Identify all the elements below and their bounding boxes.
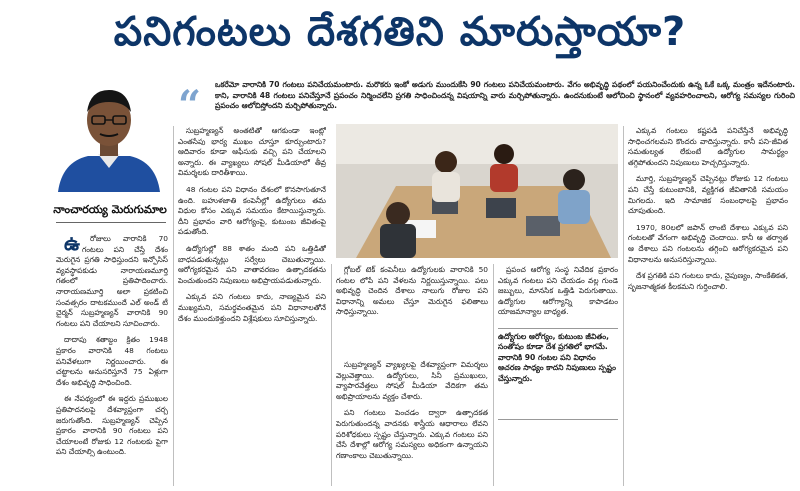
author-name: నాంచారయ్య మెరుగుమాల — [53, 203, 167, 216]
article-photo — [336, 124, 618, 258]
paragraph: ఎక్కువ పని గంటలు కాదు, నాణ్యమైన పని ముఖ్యమని, సమర్థవంతమైన పని విధానాలతోనే దేశం ముందుకెళ్తుందని విశ్లేషకులు సూచిస్తున్నారు. — [178, 292, 326, 323]
paragraph: మూర్తి, సుబ్రహ్మణ్యన్ చెప్పినట్లు రోజుకు 12 గంటలు పని చేస్తే కుటుంబానికి, వ్యక్తిగత జీవితానికి సమయం మిగలదు. ఇది సామాజిక సంబంధాలపై ప్రభావం చూపుతుంది. — [628, 174, 788, 216]
quote-icon: “ — [178, 82, 202, 129]
column-3-bottom — [336, 360, 488, 489]
column-divider — [173, 126, 174, 486]
dropcap: ఉ — [64, 234, 80, 255]
intro-text: ఒకరేమో వారానికి 70 గంటలు పనిచేయమంటారు. మరొకరు ఇంకో అడుగు ముందుకేసి 90 గంటలు పనిచేయమంటారు. వేగం అభివృద్ధి పథంలో పయనించేందుకు ఉన్న ఓకే ఒక్క మంత్రం ఇదేనంటారు. కాని, వారానికి 48 గంటలు పనిచేస్తూనే ప్రపంచం నిర్మించలేని ప్రగతి సాధించిందన్న విషయాన్ని వారు మర్చిపోతున్నారు. ఉందనుకుంటే ఆలోచించి స్థానంలో వ్యవహరించాలని, ఆరోగ్య సమస్యల గురించి ప్రపంచం ఆలోచిస్తోందని మర్చిపోతున్నారు. — [215, 80, 795, 110]
paragraph: దాదాపు శతాబ్దం క్రితం 1948 ప్రకారం వారానికి 48 గంటలు పనివేళలుగా నిర్ణయించారు. ఈ చట్టాలను అనుసరిస్తూనే 75 ఏళ్లుగా దేశం అభివృద్ధి సాధించింది. — [56, 335, 168, 387]
column-1 — [56, 234, 168, 489]
paragraph: దేశ ప్రగతికి పని గంటలు కాదు, నైపుణ్యం, సాంకేతికత, సృజనాత్మకత కీలకమని గుర్తించాలి. — [628, 271, 788, 291]
column-4 — [498, 265, 618, 325]
column-divider — [623, 126, 624, 486]
office-meeting-photo-icon — [336, 124, 618, 258]
paragraph: 1970, 80లలో జపాన్ లాంటి దేశాలు ఎక్కువ పని గంటలతో వేగంగా అభివృద్ధి చెందాయి. కానీ ఆ తర్వాత ఆ దేశాలు పని గంటలను తగ్గించి ఆరోగ్యకరమైన పని విధానాలను అనుసరిస్తున్నాయి. — [628, 222, 788, 264]
paragraph: సుబ్రహ్మణ్యన్ అంతటితో ఆగకుండా ఇంట్లో ఎంతసేపు భార్య ముఖం చూస్తూ కూర్చుంటారు? ఆదివారం కూడా ఆఫీసుకు వచ్చి పని చేయాలని అన్నారు. ఈ వ్యాఖ్యలు సోషల్ మీడియాలో తీవ్ర విమర్శలకు దారితీశాయి. — [178, 126, 326, 178]
headline: పనిగంటలు దేశగతిని మారుస్తాయా? — [113, 9, 687, 55]
author-portrait-icon — [48, 78, 170, 192]
column-3-top — [336, 265, 488, 360]
column-divider — [331, 264, 332, 486]
byline-divider — [56, 222, 166, 223]
column-divider — [493, 264, 494, 486]
paragraph: ప్రపంచ ఆరోగ్య సంస్థ నివేదిక ప్రకారం ఎక్కువ గంటలు పని చేయడం వల్ల గుండె జబ్బులు, మానసిక ఒత్తిడి పెరుగుతాయి. ఉద్యోగుల ఆరోగ్యాన్ని కాపాడటం యాజమాన్యాల బాధ్యత. — [498, 265, 618, 317]
column-2 — [178, 126, 326, 489]
paragraph: గ్లోబల్ టెక్ కంపెనీలు ఉద్యోగులకు వారానికి 50 గంటల లోపే పని వేళలను నిర్ణయిస్తున్నాయి. పలు అభివృద్ధి చెందిన దేశాలు నాలుగు రోజుల పని విధానాన్ని అమలు చేస్తూ మెరుగైన ఫలితాలు సాధిస్తున్నాయి. — [336, 265, 488, 317]
paragraph: 48 గంటల పని విధానం దేశంలో కొనసాగుతూనే ఉంది. బహుళజాతి కంపెనీల్లో ఉద్యోగులు తమ విధుల కోసం ఎక్కువ సమయం కేటాయిస్తున్నారు. దీని ప్రభావం వారి ఆరోగ్యంపై, కుటుంబ జీవితంపై పడుతోంది. — [178, 184, 326, 237]
column-5 — [628, 126, 788, 489]
pull-quote: ఉద్యోగుల ఆరోగ్యం, కుటుంబ జీవితం, సంతోషం కూడా దేశ ప్రగతిలో భాగమే. వారానికి 90 గంటల పని విధానం ఆచరణ సాధ్యం కాదని నిపుణులు స్పష్టం చేస్తున్నారు. — [498, 328, 618, 420]
paragraph: సుబ్రహ్మణ్యన్ వ్యాఖ్యలపై దేశవ్యాప్తంగా విమర్శలు వెల్లువెత్తాయి. ఉద్యోగులు, సినీ ప్రముఖులు, వ్యాపారవేత్తలు సోషల్ మీడియా వేదికగా తమ అభిప్రాయాలను వ్యక్తం చేశారు. — [336, 360, 488, 401]
paragraph: ఎక్కువ గంటలు కష్టపడి పనిచేస్తేనే అభివృద్ధి సాధించగలమని కొందరు వాదిస్తున్నారు. కానీ పని-జీవిత సమతుల్యత లేకుంటే ఉద్యోగుల సామర్థ్యం తగ్గిపోతుందని నిపుణులు హెచ్చరిస్తున్నారు. — [628, 126, 788, 167]
paragraph: ఉ రోజులు వారానికి 70 గంటలు పని చేస్తే దేశం మెరుగైన ప్రగతి సాధిస్తుందని ఇన్ఫోసిస్ వ్యవస్థాపకుడు నారాయణమూర్తి గతంలో ప్రతిపాదించారు. నారాయణమూర్తి అలా ప్రకటించి సంవత్సరం దాటకముందే ఎల్ అండ్ టీ చైర్మన్ సుబ్రహ్మణ్యన్ వారానికి 90 గంటలు పని చేయాలని సూచించారు. — [56, 234, 168, 328]
author-photo — [48, 78, 170, 192]
paragraph: పని గంటలు పెంచడం ద్వారా ఉత్పాదకత పెరుగుతుందన్న వాదనకు శాస్త్రీయ ఆధారాలు లేవని పరిశోధకులు స్పష్టం చేస్తున్నారు. ఎక్కువ గంటలు పని చేసే దేశాల్లో ఆరోగ్య సమస్యలు అధికంగా ఉన్నాయని గణాంకాలు చెబుతున్నాయి. — [336, 408, 488, 460]
paragraph: ఈ నేపథ్యంలో ఈ ఇద్దరు ప్రముఖుల ప్రతిపాదనలపై దేశవ్యాప్తంగా చర్చ జరుగుతోంది. సుబ్రహ్మణ్యన్ చెప్పిన ప్రకారం వారానికి 90 గంటలు పని చేయాలంటే రోజుకు 12 గంటలకు పైగా పని చేయాల్సి ఉంటుంది. — [56, 394, 168, 457]
paragraph: ఉద్యోగుల్లో 88 శాతం మంది పని ఒత్తిడితో బాధపడుతున్నట్లు సర్వేలు చెబుతున్నాయి. ఆరోగ్యకరమైన పని వాతావరణం ఉత్పాదకతను పెంచుతుందని నిపుణులు అభిప్రాయపడుతున్నారు. — [178, 243, 326, 285]
